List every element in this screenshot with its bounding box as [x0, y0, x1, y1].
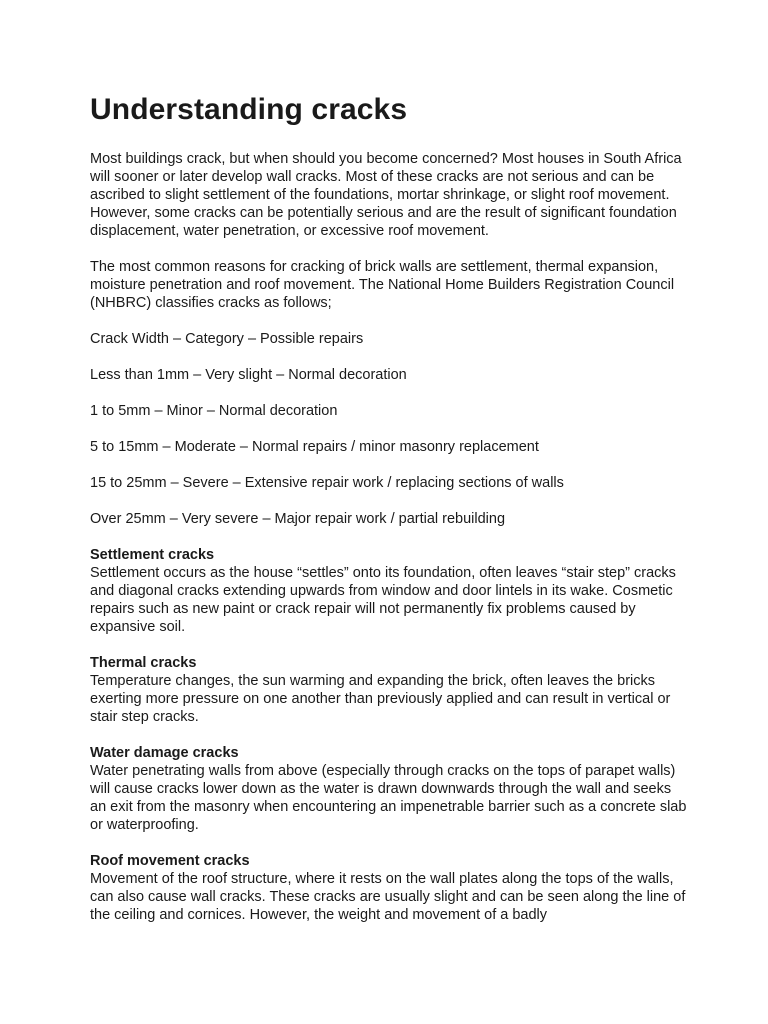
category-line: 5 to 15mm – Moderate – Normal repairs / minor masonry replacement — [90, 439, 539, 455]
section-water-damage — [90, 744, 688, 834]
section-thermal — [90, 654, 688, 726]
section-heading: Water damage cracks — [90, 745, 239, 761]
section-body: Movement of the roof structure, where it rests on the wall plates along the tops of the walls, can also cause wall cracks. These cracks are usually slight and can be seen along the line of the ceiling and cornices. However, the weight and movement of a badly — [90, 871, 686, 923]
section-body: Water penetrating walls from above (especially through cracks on the tops of parapet walls) will cause cracks lower down as the water is drawn downwards through the wall and seeks an exit from the masonry when encountering an impenetrable barrier such as a concrete slab or waterproofing. — [90, 763, 687, 833]
section-heading: Roof movement cracks — [90, 853, 250, 869]
intro-paragraph-2: The most common reasons for cracking of brick walls are settlement, thermal expansion, moisture penetration and roof movement. The National Home Builders Registration Council (NHBRC) classifies cracks as follows; — [90, 259, 675, 311]
page-title: Understanding cracks — [90, 93, 408, 126]
category-header-line: Crack Width – Category – Possible repairs — [90, 331, 364, 347]
category-line: Less than 1mm – Very slight – Normal decoration — [90, 367, 407, 383]
section-heading: Thermal cracks — [90, 655, 197, 671]
section-body: Settlement occurs as the house “settles” onto its foundation, often leaves “stair step” cracks and diagonal cracks extending upwards from window and door lintels in its wake. Cosmetic repairs such as new paint or crack repair will not permanently fix problems caused by expansive soil. — [90, 565, 676, 635]
section-roof-movement — [90, 852, 688, 924]
category-line: 15 to 25mm – Severe – Extensive repair work / replacing sections of walls — [90, 475, 564, 491]
category-line: 1 to 5mm – Minor – Normal decoration — [90, 403, 338, 419]
intro-paragraph-1: Most buildings crack, but when should you become concerned? Most houses in South Africa will sooner or later develop wall cracks. Most of these cracks are not serious and can be ascribed to slight settlement of the foundations, mortar shrinkage, or slight roof movement. However, some cracks can be potentially serious and are the result of significant foundation displacement, water penetration, or excessive roof movement. — [90, 151, 682, 239]
category-line: Over 25mm – Very severe – Major repair work / partial rebuilding — [90, 511, 506, 527]
section-settlement — [90, 546, 688, 636]
section-heading: Settlement cracks — [90, 547, 215, 563]
section-body: Temperature changes, the sun warming and expanding the brick, often leaves the bricks exerting more pressure on one another than previously applied and can result in vertical or stair step cracks. — [90, 673, 671, 725]
